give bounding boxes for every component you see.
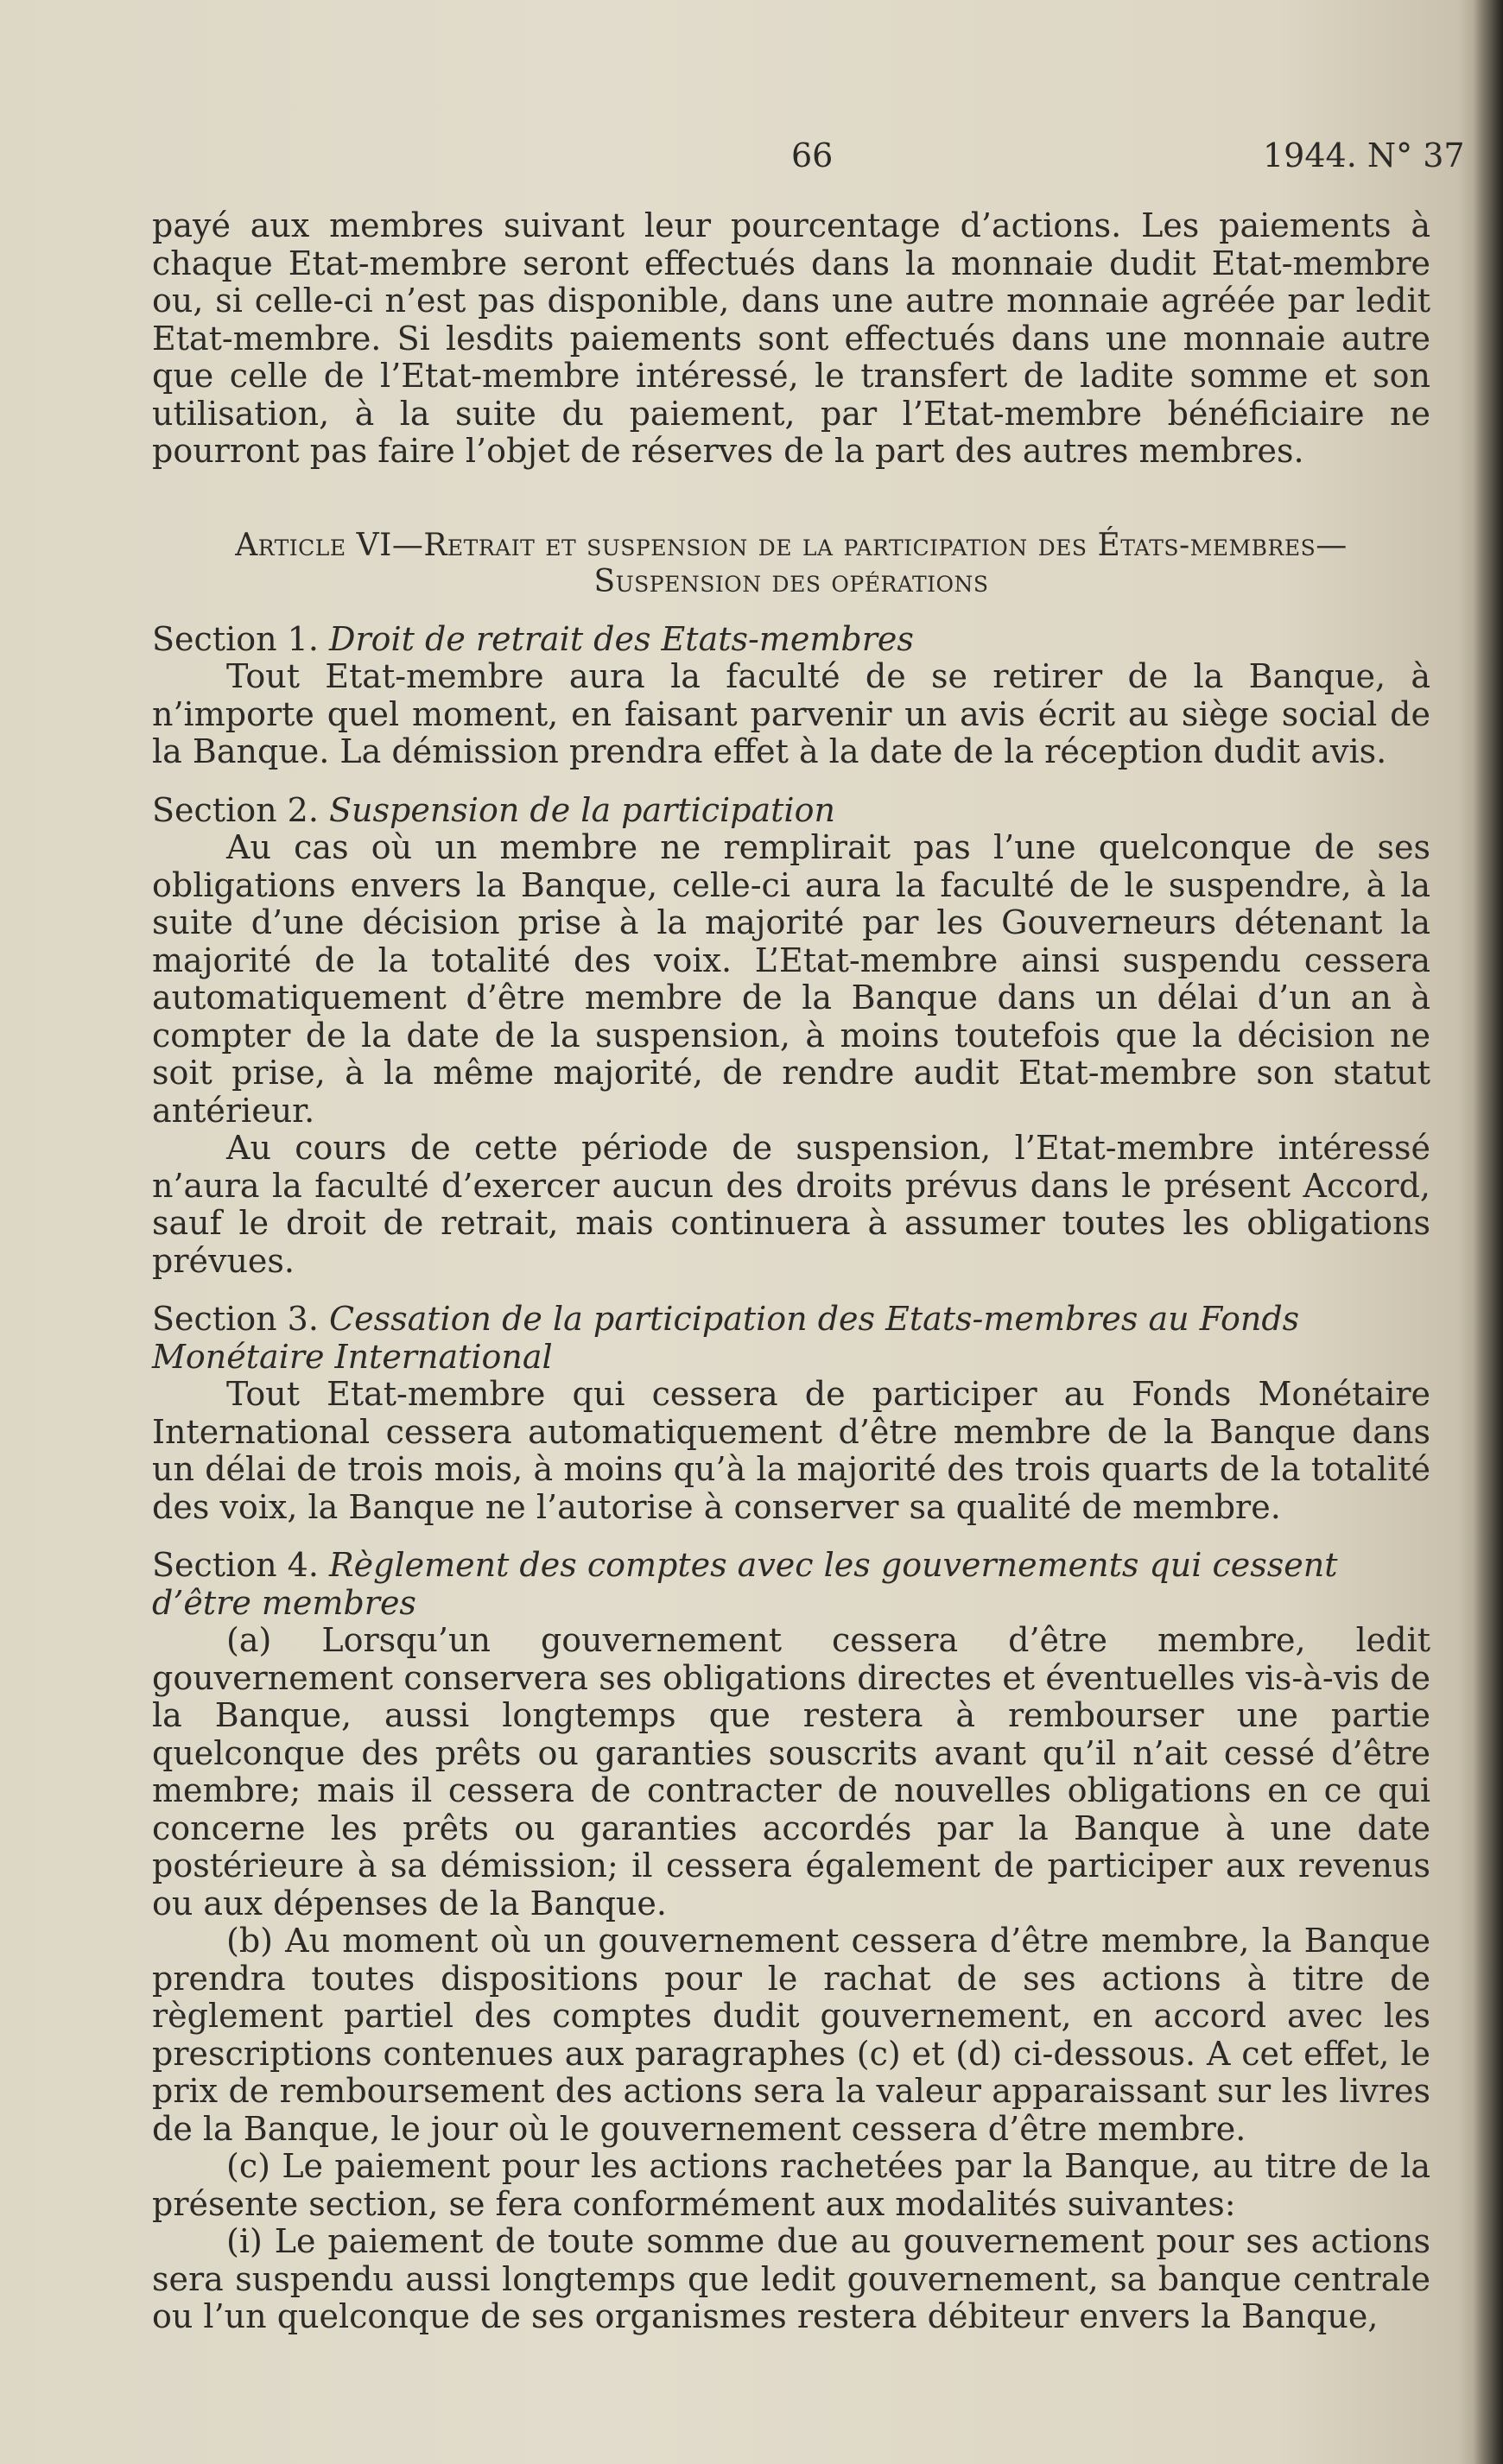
section-4-paragraph-b: (b) Au moment où un gouvernement cessera d’être membre, la Banque prendra toutes dispositions pour le rachat de ses actions à titre de règlement partiel des comptes dudit gouvernement, en accord avec les prescriptions contenues aux paragraphes (c) et (d) ci-dessous. A cet effet, le prix de remboursement des actions sera la valeur apparaissant sur les livres de la Banque, le jour où le gouvernement cessera d’être membre. (152, 1922, 1430, 2148)
section-2-heading (152, 792, 1430, 830)
section-2-paragraph: Au cours de cette période de suspension, l’Etat-membre intéressé n’aura la faculté d’exercer aucun des droits prévus dans le présent Accord, sauf le droit de retrait, mais continuera à assumer toutes les obligations prévues. (152, 1129, 1430, 1280)
section-title: Cessation de la participation des Etats-membres au Fonds Monétaire International (152, 1300, 1300, 1376)
page-edge-shadow (1474, 0, 1503, 2464)
page-header (0, 136, 1503, 188)
section-label: Section 3. (152, 1300, 319, 1338)
article-title: Article VI—Retrait et suspension de la participation des États-membres—Suspension des opérations (235, 527, 1348, 599)
section-title: Droit de retrait des Etats-membres (329, 619, 914, 658)
section-1-paragraph: Tout Etat-membre aura la faculté de se retirer de la Banque, à n’importe quel moment, en faisant parvenir un avis écrit au siège social de la Banque. La démission prendra effet à la date de la réception dudit avis. (152, 657, 1430, 770)
section-title: Règlement des comptes avec les gouvernements qui cessent d’être membres (152, 1546, 1338, 1622)
paragraph-intro: payé aux membres suivant leur pourcentage d’actions. Les paiements à chaque Etat-membre seront effectués dans la monnaie dudit Etat-membre ou, si celle-ci n’est pas disponible, dans une autre monnaie agréée par ledit Etat-membre. Si lesdits paiements sont effectués dans une monnaie autre que celle de l’Etat-membre intéressé, le transfert de ladite somme et son utilisation, à la suite du paiement, par l’Etat-membre bénéficiaire ne pourront pas faire l’objet de réserves de la part des autres membres. (152, 206, 1430, 470)
section-4-heading (152, 1547, 1430, 1622)
year-number: 1944. N° 37 (1263, 136, 1465, 174)
section-3-heading (152, 1301, 1430, 1376)
section-3-paragraph: Tout Etat-membre qui cessera de participer au Fonds Monétaire International cessera automatiquement d’être membre de la Banque dans un délai de trois mois, à moins qu’à la majorité des trois quarts de la totalité des voix, la Banque ne l’autorise à conserver sa qualité de membre. (152, 1375, 1430, 1526)
page-number: 66 (791, 136, 834, 174)
section-title: Suspension de la participation (329, 790, 835, 829)
section-4-paragraph-a: (a) Lorsqu’un gouvernement cessera d’être membre, ledit gouvernement conservera ses obligations directes et éventuelles vis-à-vis de la Banque, aussi longtemps que restera à rembourser une partie quelconque des prêts ou garanties souscrits avant qu’il n’ait cessé d’être membre; mais il cessera de contracter de nouvelles obligations en ce qui concerne les prêts ou garanties accordés par la Banque à une date postérieure à sa démission; il cessera également de participer aux revenus ou aux dépenses de la Banque. (152, 1621, 1430, 1922)
section-2-paragraph: Au cas où un membre ne remplirait pas l’une quelconque de ses obligations envers la Banque, celle-ci aura la faculté de le suspendre, à la suite d’une décision prise à la majorité par les Gouverneurs détenant la majorité de la totalité des voix. L’Etat-membre ainsi suspendu cessera automatiquement d’être membre de la Banque dans un délai d’un an à compter de la date de la suspension, à moins toutefois que la décision ne soit prise, à la même majorité, de rendre audit Etat-membre son statut antérieur. (152, 828, 1430, 1130)
section-label: Section 1. (152, 619, 319, 658)
page-body (152, 207, 1430, 2336)
section-label: Section 4. (152, 1546, 319, 1584)
section-1-heading (152, 621, 1430, 659)
section-label: Section 2. (152, 790, 319, 829)
section-4-paragraph-i: (i) Le paiement de toute somme due au gouvernement pour ses actions sera suspendu aussi longtemps que ledit gouvernement, sa banque centrale ou l’un quelconque de ses organismes restera débiteur envers la Banque, (152, 2222, 1430, 2335)
section-4-paragraph-c: (c) Le paiement pour les actions rachetées par la Banque, au titre de la présente section, se fera conformément aux modalités suivantes: (152, 2147, 1430, 2223)
